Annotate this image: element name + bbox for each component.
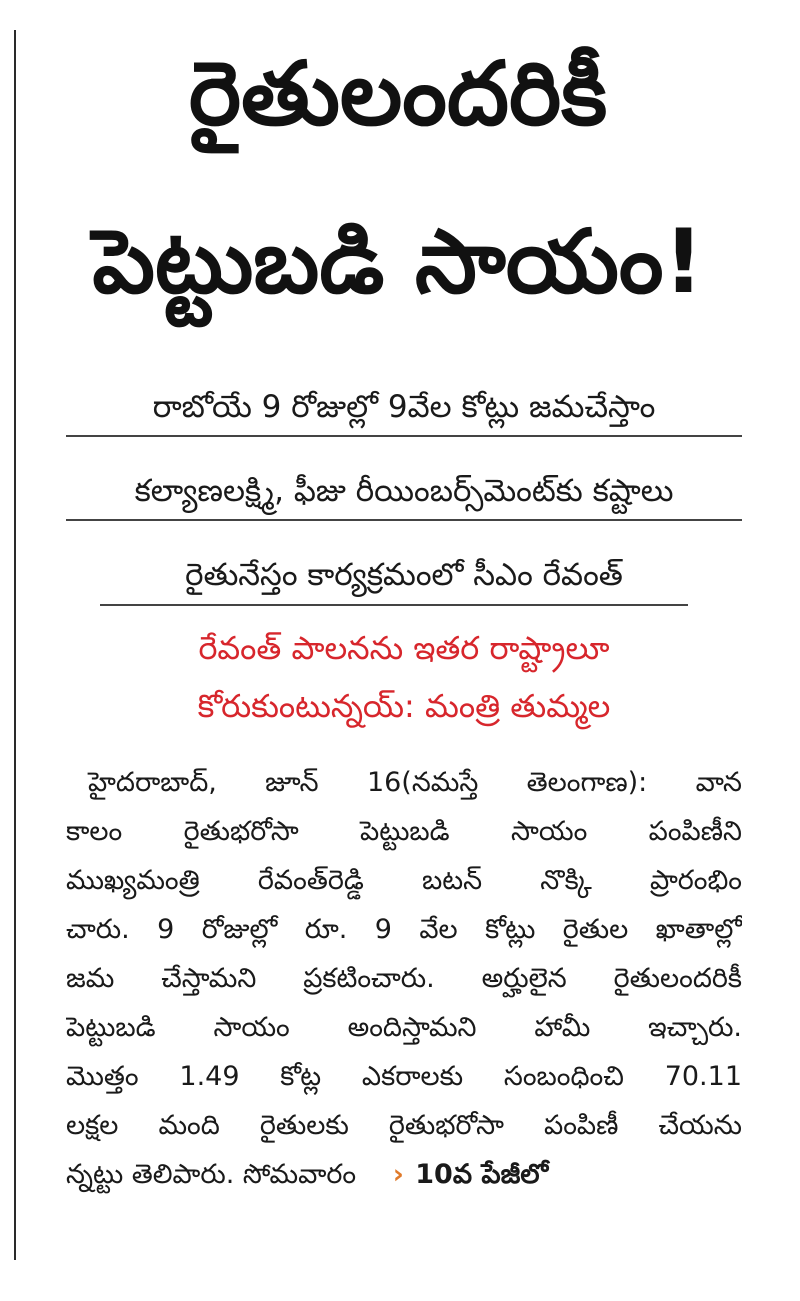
headline-line-1: రైతులందరికీ: [188, 42, 608, 145]
article-body: [66, 758, 742, 1199]
body-line: మొత్తం 1.49 కోట్ల ఎకరాలకు సంబంధించి 70.11: [66, 1061, 742, 1092]
subhead-line-1: రేవంత్ పాలనను ఇతర రాష్ట్రాలూ: [198, 629, 610, 667]
continued-on-page-link[interactable]: [393, 1150, 548, 1199]
body-line: జమ చేస్తామని ప్రకటించారు. అర్హులైన రైతులందరికీ: [66, 963, 742, 994]
subhead-line-2: కోరుకుంటున్నయ్: మంత్రి తుమ్మల: [197, 687, 611, 725]
left-column-rule: [14, 30, 16, 1260]
deck-divider-2: [66, 519, 742, 521]
body-line: పెట్టుబడి సాయం అందిస్తామని హామీ ఇచ్చారు.: [66, 1012, 742, 1043]
chevron-right-icon: ›: [392, 1159, 404, 1190]
body-line: కాలం రైతుభరోసా పెట్టుబడి సాయం పంపిణీని: [66, 816, 742, 847]
body-line: చారు. 9 రోజుల్లో రూ. 9 వేల కోట్లు రైతుల ఖాతాల్లో: [66, 914, 742, 945]
deck-divider-1: [66, 435, 742, 437]
deck-line-2: కల్యాణలక్ష్మి, ఫీజు రీయింబర్స్‌మెంట్‌కు కష్టాలు: [134, 473, 674, 509]
body-last-line: [66, 1150, 742, 1199]
deck-line-3: రైతునేస్తం కార్యక్రమంలో సీఎం రేవంత్: [185, 557, 623, 593]
deck-divider-3: [100, 604, 688, 606]
body-last-line-text: న్నట్టు తెలిపారు. సోమవారం: [66, 1159, 357, 1190]
headline-line-2: పెట్టుబడి సాయం!: [92, 210, 704, 313]
body-line: హైదరాబాద్, జూన్ 16(నమస్తే తెలంగాణ): వాన: [88, 767, 742, 798]
body-line: ముఖ్యమంత్రి రేవంత్‌రెడ్డి బటన్ నొక్కి ప్రారంభిం: [66, 865, 742, 896]
continued-on-page-label: 10వ పేజీలో: [415, 1159, 549, 1190]
deck-line-1: రాబోయే 9 రోజుల్లో 9వేల కోట్లు జమచేస్తాం: [152, 389, 656, 425]
body-line: లక్షల మంది రైతులకు రైతుభరోసా పంపిణీ చేయను: [66, 1110, 742, 1141]
